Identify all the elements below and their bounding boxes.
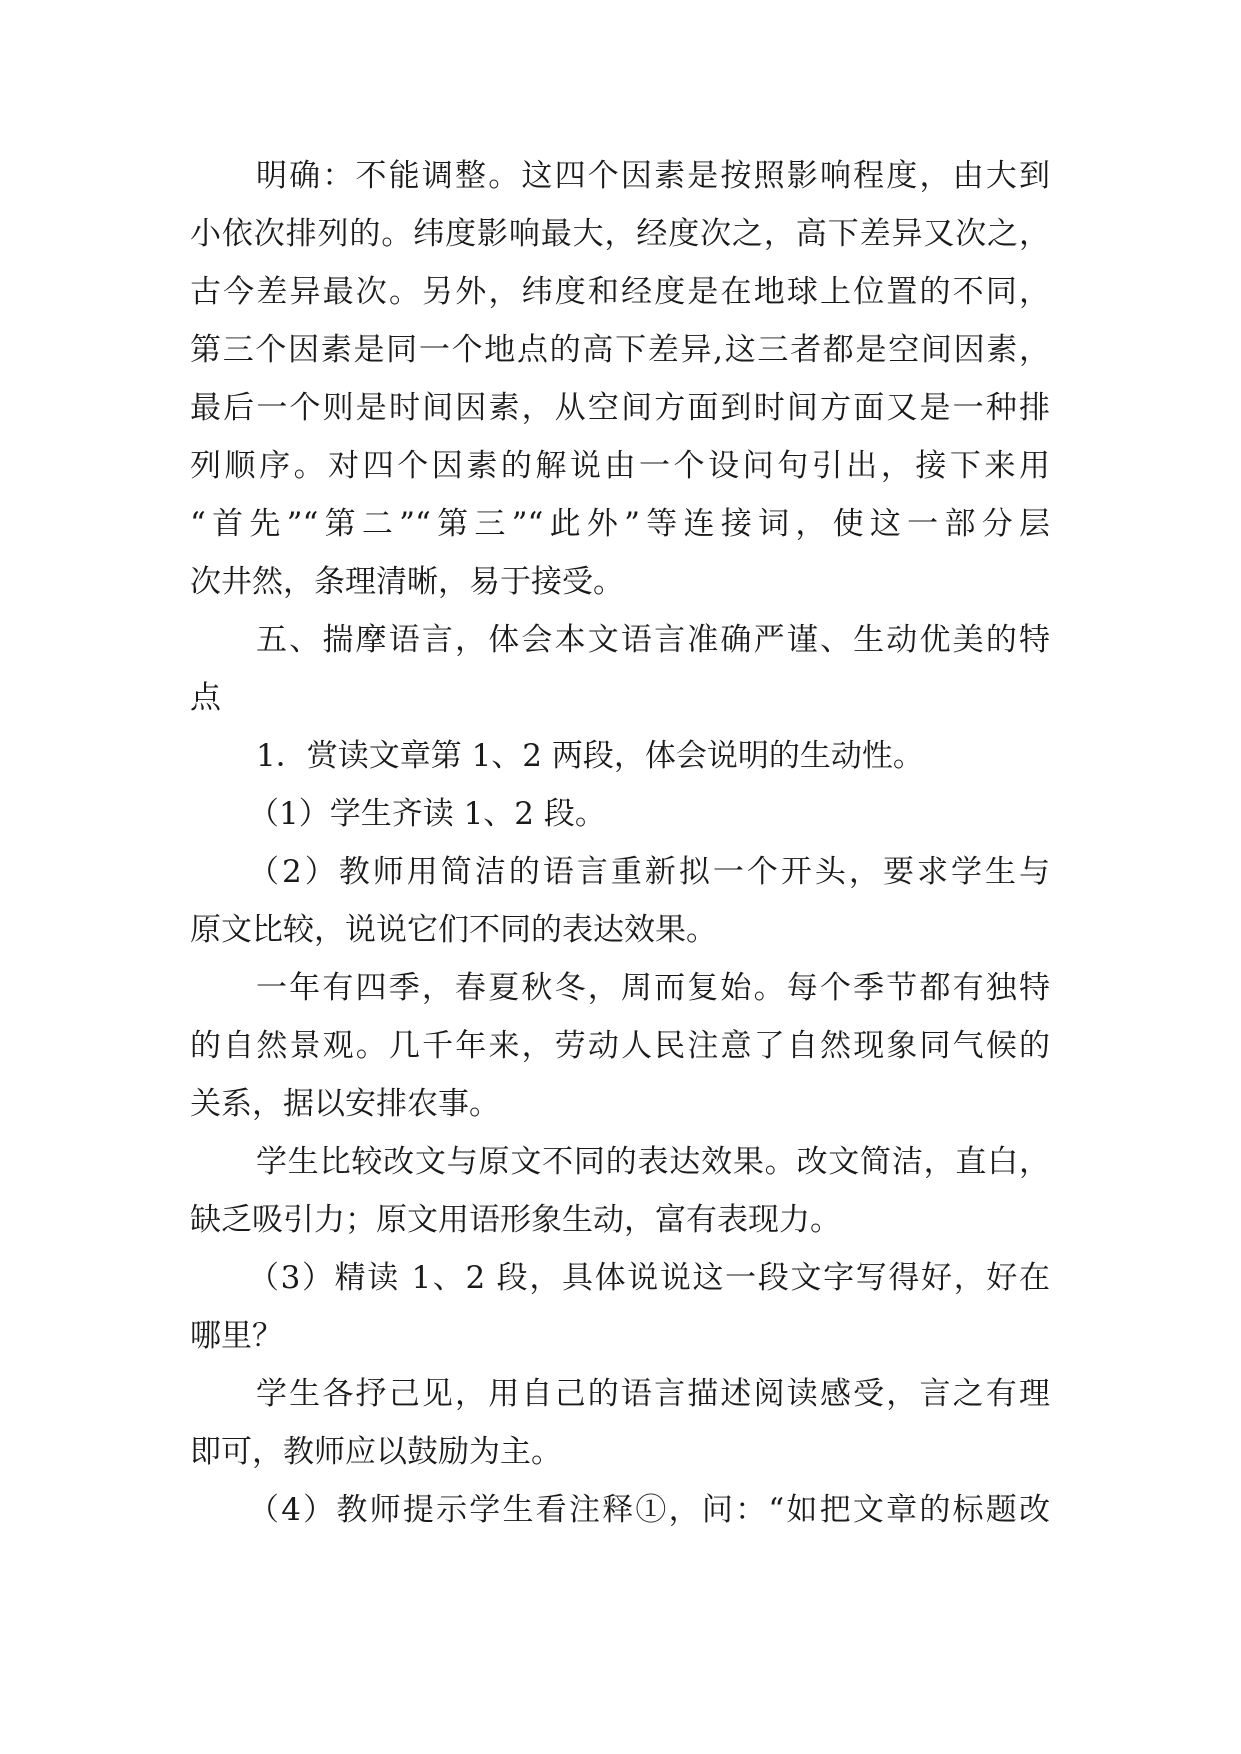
text-line: 明确：不能调整。这四个因素是按照影响程度，由大到 <box>256 158 1050 194</box>
list-item: （2）教师用简洁的语言重新拟一个开头，要求学生与 <box>248 854 1050 890</box>
section-heading: 五、揣摩语言，体会本文语言准确严谨、生动优美的特 <box>256 622 1050 658</box>
list-item: （3）精读 1、2 段，具体说说这一段文字写得好，好在 <box>248 1260 1050 1296</box>
text-line: 列顺序。对四个因素的解说由一个设问句引出，接下来用 <box>190 448 1050 484</box>
text-line: 的自然景观。几千年来，劳动人民注意了自然现象同气候的 <box>190 1028 1050 1064</box>
text-line: 原文比较，说说它们不同的表达效果。 <box>190 912 717 948</box>
list-item: 1．赏读文章第 1、2 两段，体会说明的生动性。 <box>256 738 924 774</box>
text-line: 学生比较改文与原文不同的表达效果。改文简洁，直白， <box>256 1144 1050 1180</box>
text-line: 缺乏吸引力；原文用语形象生动，富有表现力。 <box>190 1202 841 1238</box>
text-line: 关系，据以安排农事。 <box>190 1086 500 1122</box>
text-line: 即可，教师应以鼓励为主。 <box>190 1434 562 1470</box>
text-line: 哪里？ <box>190 1318 283 1354</box>
text-line: 古今差异最次。另外，纬度和经度是在地球上位置的不同， <box>190 274 1050 310</box>
list-item: （4）教师提示学生看注释①，问：“如把文章的标题改 <box>248 1492 1050 1528</box>
text-line: 学生各抒己见，用自己的语言描述阅读感受，言之有理 <box>256 1376 1050 1412</box>
text-line: 最后一个则是时间因素，从空间方面到时间方面又是一种排 <box>190 390 1050 426</box>
text-line: 一年有四季，春夏秋冬，周而复始。每个季节都有独特 <box>256 970 1050 1006</box>
section-heading-cont: 点 <box>190 680 221 716</box>
list-item: （1）学生齐读 1、2 段。 <box>248 796 606 832</box>
text-line: 小依次排列的。纬度影响最大，经度次之，高下差异又次之， <box>190 216 1050 252</box>
text-line: 第三个因素是同一个地点的高下差异,这三者都是空间因素， <box>190 332 1050 368</box>
text-line: “首先”“第二”“第三”“此外”等连接词，使这一部分层 <box>190 506 1050 542</box>
text-line: 次井然，条理清晰，易于接受。 <box>190 564 624 600</box>
